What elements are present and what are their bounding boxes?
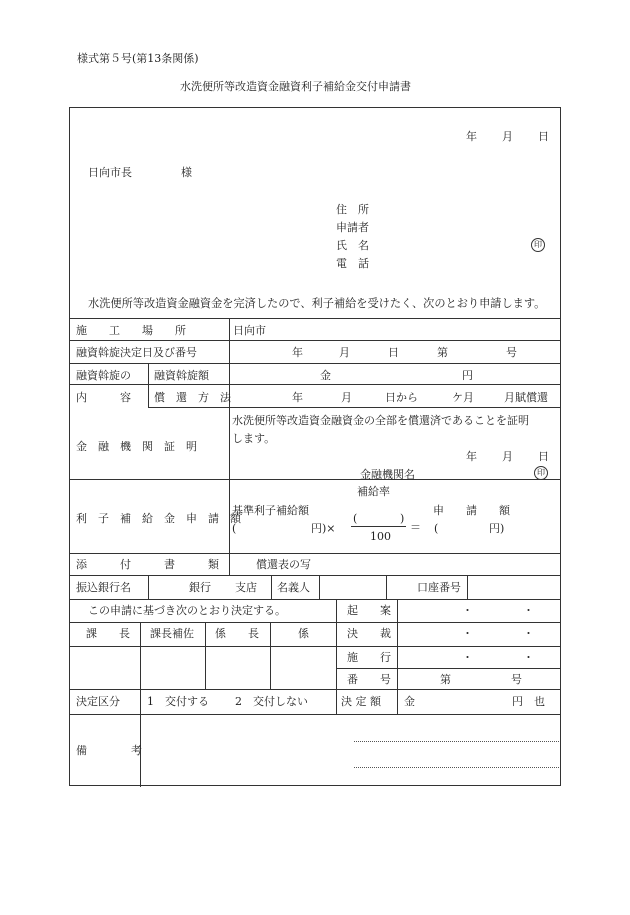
rule xyxy=(467,575,468,599)
remarks-dotted-line xyxy=(354,767,559,768)
rule xyxy=(270,622,271,689)
kian-label: 起 案 xyxy=(347,604,391,617)
rule xyxy=(70,318,560,319)
rule xyxy=(70,553,560,554)
seal-mark: 印 xyxy=(531,238,545,252)
rule xyxy=(70,689,560,690)
form-sheet xyxy=(69,107,561,786)
rule xyxy=(148,407,560,408)
decide-text: この申請に基づき次のとおり決定する。 xyxy=(88,604,286,617)
rule xyxy=(70,622,560,623)
bank-cert-day: 日 xyxy=(538,450,549,463)
decision-amount-yen: 円 也 xyxy=(512,695,545,708)
holder-label: 名義人 xyxy=(277,581,310,594)
shiko-dot-2: ・ xyxy=(523,651,534,664)
sama-label: 様 xyxy=(181,166,192,179)
bikou-label: 備 考 xyxy=(76,744,142,757)
subsidy-yen-times: 円)× xyxy=(311,522,336,535)
kakari-label: 係 xyxy=(298,627,309,640)
subsidy-equals: ＝ xyxy=(410,521,421,534)
bank-cert-month: 月 xyxy=(502,450,513,463)
kian-dot-1: ・ xyxy=(462,604,473,617)
rule xyxy=(386,575,387,599)
bango-label: 番 号 xyxy=(347,673,391,686)
applicant-label: 申請者 xyxy=(336,221,369,234)
rule xyxy=(205,622,206,689)
rule xyxy=(140,689,141,714)
name-label: 氏 名 xyxy=(336,239,369,252)
repay-year: 年 xyxy=(292,391,303,404)
rule xyxy=(140,622,141,689)
shiko-dot-1: ・ xyxy=(462,651,473,664)
repay-month: 月 xyxy=(341,391,352,404)
subsidy-denominator: 100 xyxy=(370,530,391,543)
subsidy-open: ( xyxy=(232,522,237,535)
rule xyxy=(70,479,560,480)
repay-label: 償 還 方 法 xyxy=(154,391,231,404)
application-statement: 水洗便所等改造資金融資金を完済したので、利子補給を受けたく、次のとおり申請します。 xyxy=(88,297,546,310)
rule xyxy=(336,599,337,714)
rule xyxy=(148,363,560,364)
decision-option-1: 1 交付する xyxy=(147,695,209,708)
decision-class-label: 決定区分 xyxy=(76,695,120,708)
decision-go: 号 xyxy=(506,346,517,359)
content-label-2: 内 容 xyxy=(76,391,131,404)
rule xyxy=(271,575,272,599)
rule xyxy=(70,646,336,647)
form-number: 様式第５号(第13条関係) xyxy=(77,52,199,65)
mayor-label: 日向市長 xyxy=(88,166,132,179)
decision-amount-label: 決 定 額 xyxy=(341,695,381,708)
subsidy-label: 利 子 補 給 金 申 請 額 xyxy=(76,512,241,525)
content-label-1: 融資斡旋の xyxy=(76,369,131,382)
bank-cert-year: 年 xyxy=(466,450,477,463)
bank-name-label: 金融機関名 xyxy=(360,468,415,481)
rule xyxy=(319,575,320,599)
site-value: 日向市 xyxy=(233,324,266,337)
bank-suffix: 銀行 xyxy=(189,581,211,594)
remarks-dotted-line xyxy=(354,741,559,742)
rule xyxy=(70,340,560,341)
rule xyxy=(70,384,560,385)
rule xyxy=(70,599,560,600)
kessai-label: 決 裁 xyxy=(347,627,391,640)
rule xyxy=(148,575,149,599)
date-month: 月 xyxy=(502,130,513,143)
kian-dot-2: ・ xyxy=(523,604,534,617)
rule xyxy=(397,599,398,714)
bank-cert-text-2: します。 xyxy=(232,432,276,445)
rule xyxy=(70,575,560,576)
kessai-dot-1: ・ xyxy=(462,627,473,640)
rule xyxy=(229,553,230,575)
repay-method: 月賦償還 xyxy=(504,391,548,404)
subsidy-open2: ( xyxy=(434,522,439,535)
subsidy-base: 基準利子補給額 xyxy=(232,504,309,517)
site-label: 施 工 場 所 xyxy=(76,324,186,337)
subsidy-paren-open: ( xyxy=(353,512,358,525)
repay-kagetsu: ケ月 xyxy=(452,391,474,404)
branch-suffix: 支店 xyxy=(235,581,257,594)
shiko-label: 施 行 xyxy=(347,651,391,664)
attach-label: 添 付 書 類 xyxy=(76,558,219,571)
kacho-label: 課 長 xyxy=(86,627,130,640)
address-label: 住 所 xyxy=(336,203,369,216)
rule xyxy=(70,363,148,364)
bango-dai: 第 xyxy=(440,673,451,686)
amount-yen: 円 xyxy=(462,369,473,382)
fraction-bar xyxy=(351,526,406,527)
subsidy-paren-close: ) xyxy=(400,512,405,525)
repay-from: 日から xyxy=(385,391,418,404)
kessai-dot-2: ・ xyxy=(523,627,534,640)
bank-transfer-label: 振込銀行名 xyxy=(76,581,131,594)
decision-option-2: 2 交付しない xyxy=(235,695,308,708)
rule xyxy=(336,646,560,647)
amount-kin: 金 xyxy=(320,369,331,382)
rule xyxy=(70,714,560,715)
rule xyxy=(148,363,149,407)
decision-year: 年 xyxy=(292,346,303,359)
rule xyxy=(336,668,560,669)
form-title: 水洗便所等改造資金融資利子補給金交付申請書 xyxy=(180,80,411,93)
account-label: 口座番号 xyxy=(417,581,461,594)
bango-go: 号 xyxy=(511,673,522,686)
decision-label: 融資斡旋決定日及び番号 xyxy=(76,346,197,359)
date-day: 日 xyxy=(538,130,549,143)
decision-month: 月 xyxy=(339,346,350,359)
kakaricho-label: 係 長 xyxy=(215,627,259,640)
bank-cert-label: 金 融 機 関 証 明 xyxy=(76,440,197,453)
kachohosa-label: 課長補佐 xyxy=(150,627,194,640)
decision-day: 日 xyxy=(388,346,399,359)
subsidy-request: 申 請 額 xyxy=(433,504,510,517)
bank-seal-mark: 印 xyxy=(534,466,548,480)
amount-label: 融資斡旋額 xyxy=(154,369,209,382)
decision-no: 第 xyxy=(437,346,448,359)
phone-label: 電 話 xyxy=(336,257,369,270)
attach-value: 償還表の写 xyxy=(256,558,311,571)
subsidy-rate: 補給率 xyxy=(357,485,390,498)
decision-amount-kin: 金 xyxy=(404,695,415,708)
bank-cert-text-1: 水洗便所等改造資金融資金の全部を償還済であることを証明 xyxy=(232,414,529,427)
date-year: 年 xyxy=(466,130,477,143)
subsidy-yen2: 円) xyxy=(489,522,505,535)
